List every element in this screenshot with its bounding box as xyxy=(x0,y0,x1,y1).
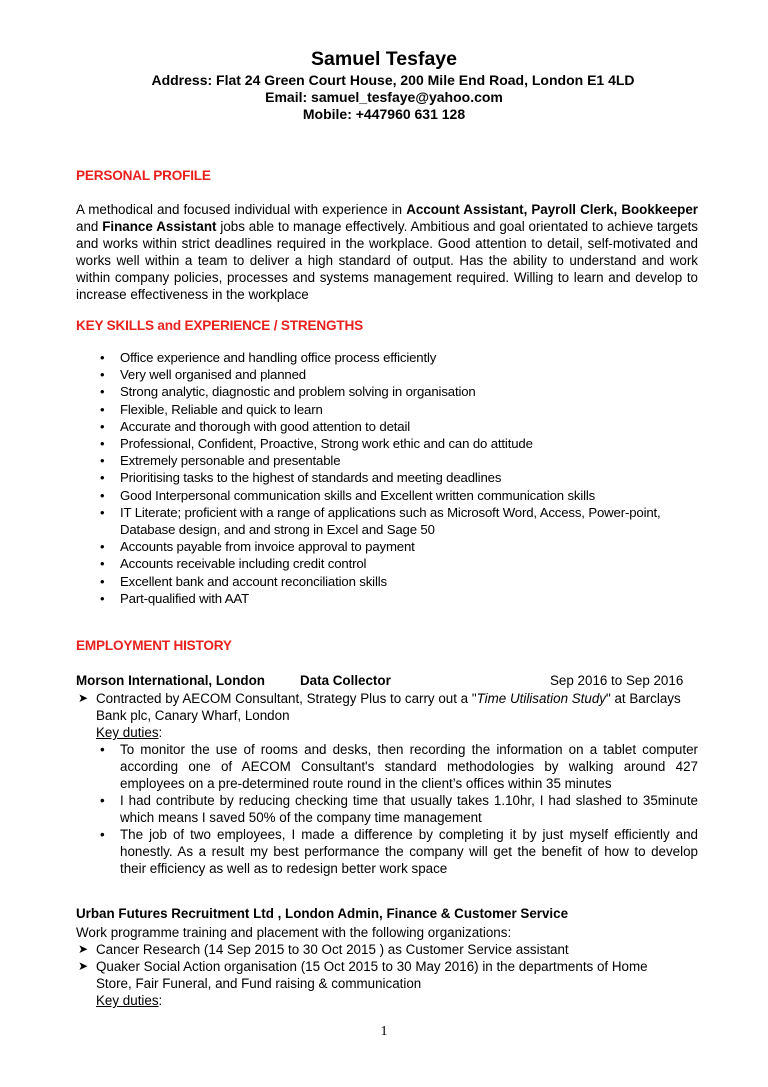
list-item: • Accounts payable from invoice approval to payment xyxy=(76,538,698,555)
job1-dates: Sep 2016 to Sep 2016 xyxy=(550,673,684,688)
profile-bold-finance: Finance Assistant xyxy=(102,219,217,234)
list-item: • Accurate and thorough with good attention to detail xyxy=(76,418,698,435)
profile-text-3: jobs able to manage effectively. Ambitious and goal orientated to achieve targets and works within strict deadlines required in the workplace. Good attention to detail, self-motivated and works well within a team to deliver a high standard of output. Has the ability to understand and work within company policies, processes and systems management required. Willing to learn and develop to increase effectiveness in the workplace xyxy=(76,219,698,302)
resume-header xyxy=(0,47,768,123)
job1-duties-list xyxy=(96,741,698,877)
job2-title-line: Urban Futures Recruitment Ltd , London Admin, Finance & Customer Service xyxy=(76,906,569,921)
arrow-bullet-icon: ➤ xyxy=(78,691,89,705)
key-skills-heading: KEY SKILLS and EXPERIENCE / STRENGTHS xyxy=(76,318,363,333)
key-duties-colon: : xyxy=(158,993,163,1008)
list-item: • The job of two employees, I made a difference by completing it by just myself efficiently and honestly. As a result my best performance the company will get the benefit of how to develop their efficiency as well as to redesign better work space xyxy=(96,826,698,877)
arrow-bullet-icon: ➤ xyxy=(78,942,89,956)
job1-title-line xyxy=(76,673,716,691)
job1-key-duties-label xyxy=(96,724,162,741)
mobile-line: Mobile: +447960 631 128 xyxy=(302,106,466,122)
personal-profile-heading: PERSONAL PROFILE xyxy=(76,168,211,183)
profile-text-2: and xyxy=(76,219,103,234)
job1-company: Morson International, London xyxy=(76,673,265,688)
list-item: • Extremely personable and presentable xyxy=(76,452,698,469)
placement-text: Cancer Research (14 Sep 2015 to 30 Oct 2015 ) as Customer Service assistant xyxy=(96,942,569,957)
list-item: • Excellent bank and account reconciliation skills xyxy=(76,573,698,590)
list-item: • To monitor the use of rooms and desks, then recording the information on a tablet computer according one of AECOM Consultant's standard methodologies by walking around 427 employees on a pre-determined route round in the client’s offices within 35 minutes xyxy=(96,741,698,792)
placement-text: Quaker Social Action organisation (15 Oct 2015 to 30 May 2016) in the departments of Home Store, Fair Funeral, and Fund raising & communication xyxy=(96,959,648,991)
list-item: • Flexible, Reliable and quick to learn xyxy=(76,401,698,418)
contract-text-a: Contracted by AECOM Consultant, Strategy Plus to carry out a " xyxy=(96,691,477,706)
list-item: • Part-qualified with AAT xyxy=(76,590,698,607)
list-item: • Prioritising tasks to the highest of standards and meeting deadlines xyxy=(76,469,698,486)
employment-history-heading: EMPLOYMENT HISTORY xyxy=(76,638,232,653)
key-duties-colon: : xyxy=(158,725,163,740)
profile-text-1: A methodical and focused individual with experience in xyxy=(76,202,407,217)
email-line: Email: samuel_tesfaye@yahoo.com xyxy=(265,89,503,105)
job2-key-duties-label xyxy=(96,992,162,1009)
contract-text-b: " at Barclays Bank plc, Canary Wharf, London xyxy=(96,691,681,723)
arrow-bullet-icon: ➤ xyxy=(78,959,89,973)
contract-study-name: Time Utilisation Study xyxy=(476,691,606,706)
skills-list xyxy=(76,349,698,607)
job1-role: Data Collector xyxy=(300,673,391,688)
job2-placement-1 xyxy=(76,941,698,958)
list-item: • Office experience and handling office process efficiently xyxy=(76,349,698,366)
list-item: • Professional, Confident, Proactive, Strong work ethic and can do attitude xyxy=(76,435,698,452)
key-duties-text: Key duties xyxy=(96,993,159,1008)
key-duties-text: Key duties xyxy=(96,725,159,740)
address-line: Address: Flat 24 Green Court House, 200 Mile End Road, London E1 4LD xyxy=(151,72,635,88)
page-number: 1 xyxy=(380,1024,388,1039)
profile-bold-roles: Account Assistant, Payroll Clerk, Bookkeeper xyxy=(406,202,698,217)
personal-profile-text xyxy=(76,201,698,303)
list-item: • IT Literate; proficient with a range of applications such as Microsoft Word, Access, Power-point, Database design, and and strong in Excel and Sage 50 xyxy=(76,504,698,538)
list-item: • Good Interpersonal communication skills and Excellent written communication skills xyxy=(76,487,698,504)
list-item: • Very well organised and planned xyxy=(76,366,698,383)
job2-placement-2 xyxy=(76,958,686,992)
candidate-name: Samuel Tesfaye xyxy=(311,48,457,70)
job2-intro: Work programme training and placement with the following organizations: xyxy=(76,925,512,940)
list-item: • I had contribute by reducing checking time that usually takes 1.10hr, I had slashed to 35minute which means I saved 50% of the company time management xyxy=(96,792,698,826)
job1-contract xyxy=(76,690,698,724)
list-item: • Accounts receivable including credit control xyxy=(76,555,698,572)
list-item: • Strong analytic, diagnostic and problem solving in organisation xyxy=(76,383,698,400)
